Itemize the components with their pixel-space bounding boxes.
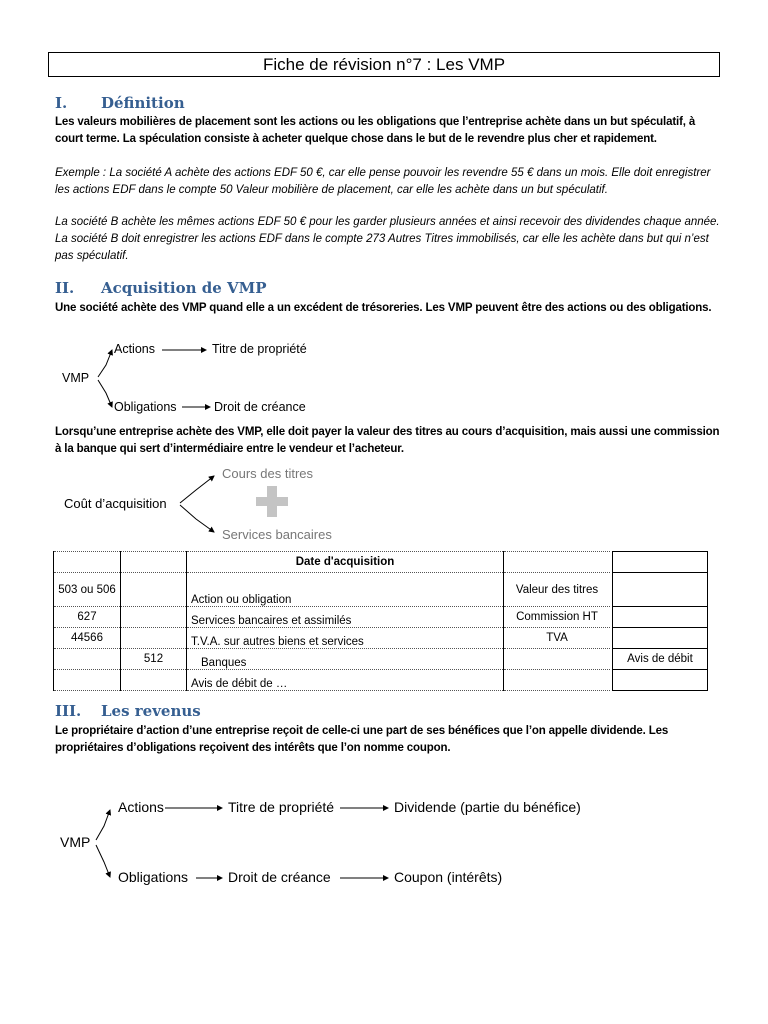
page-title: Fiche de révision n°7 : Les VMP — [48, 52, 720, 77]
acquisition-cost-paragraph: Lorsqu’une entreprise achète des VMP, elle doit payer la valeur des titres au cours d’acquisition, mais aussi une commission à la banque qui sert d’intermédiaire entre le vendeur et l’acheteur. — [55, 426, 720, 455]
debit-account: 503 ou 506 — [54, 573, 121, 607]
cost-diagram-cours: Cours des titres — [222, 466, 314, 481]
section-number: I. — [55, 94, 68, 112]
revenus-paragraph: Le propriétaire d’action d’une entreprise reçoit de celle-ci une part de ses bénéfices que l’on appelle dividende. Les propriétaires d’obligations reçoivent des intérêts que l’on nomme coupon. — [55, 725, 669, 754]
amount-label: Valeur des titres — [504, 573, 611, 607]
entry-label: Services bancaires et assimilés — [187, 607, 504, 628]
entry-label: Action ou obligation — [187, 573, 504, 607]
section-title: Les revenus — [101, 702, 201, 720]
revenus-branch-obligations: Obligations — [118, 869, 189, 885]
revenus-branch-actions: Actions — [118, 799, 164, 815]
entry-label: Avis de débit de … — [187, 670, 504, 691]
amount-label: Commission HT — [504, 607, 611, 628]
entry-label: T.V.A. sur autres biens et services — [187, 628, 504, 649]
diagram-root-vmp: VMP — [62, 371, 90, 385]
cost-diagram-services: Services bancaires — [222, 527, 332, 542]
definition-paragraph: Les valeurs mobilières de placement sont les actions ou les obligations que l’entreprise achète dans un but spéculatif, à court terme. La spéculation consiste à acheter quelque chose dans le but de le revendre plus cher et rapidement. — [55, 116, 696, 145]
section-title: Définition — [101, 94, 185, 112]
example-a-paragraph: Exemple : La société A achète des actions EDF 50 €, car elle pense pouvoir les revendre 55 € dans un mois. Elle doit enregistrer les actions EDF dans le compte 50 Valeur mobilière de placement, car elle les achète dans un but spéculatif. — [55, 167, 711, 196]
debit-account: 44566 — [54, 628, 121, 649]
table-header-date: Date d'acquisition — [187, 552, 504, 573]
side-note: Avis de débit — [613, 649, 708, 670]
revenus-target-dividende: Dividende (partie du bénéfice) — [394, 799, 581, 815]
debit-account: 627 — [54, 607, 121, 628]
acquisition-intro-paragraph: Une société achète des VMP quand elle a un excédent de trésoreries. Les VMP peuvent être des actions ou des obligations. — [55, 302, 712, 314]
diagram-target-titre: Titre de propriété — [212, 342, 307, 356]
credit-account: 512 — [121, 649, 187, 670]
revenus-mid-creance: Droit de créance — [228, 869, 331, 885]
section-number: II. — [55, 279, 75, 297]
revenus-target-coupon: Coupon (intérêts) — [394, 869, 503, 885]
section-number: III. — [55, 702, 82, 720]
cost-diagram-root: Coût d’acquisition — [64, 496, 167, 511]
diagram-branch-actions: Actions — [114, 342, 155, 356]
entry-label: Banques — [187, 649, 504, 670]
amount-label: TVA — [504, 628, 611, 649]
section-title: Acquisition de VMP — [101, 279, 267, 297]
revenus-root-vmp: VMP — [60, 834, 91, 850]
diagram-branch-obligations: Obligations — [114, 400, 177, 414]
diagram-target-creance: Droit de créance — [214, 400, 306, 414]
example-b-paragraph: La société B achète les mêmes actions EDF 50 € pour les garder plusieurs années et ainsi recevoir des dividendes chaque année. La société B doit enregistrer les actions EDF dans le compte 273 Autres Titres immobilisés, car elle les achète dans but qui n’est pas spéculatif. — [55, 216, 720, 262]
revenus-mid-titre: Titre de propriété — [228, 799, 335, 815]
